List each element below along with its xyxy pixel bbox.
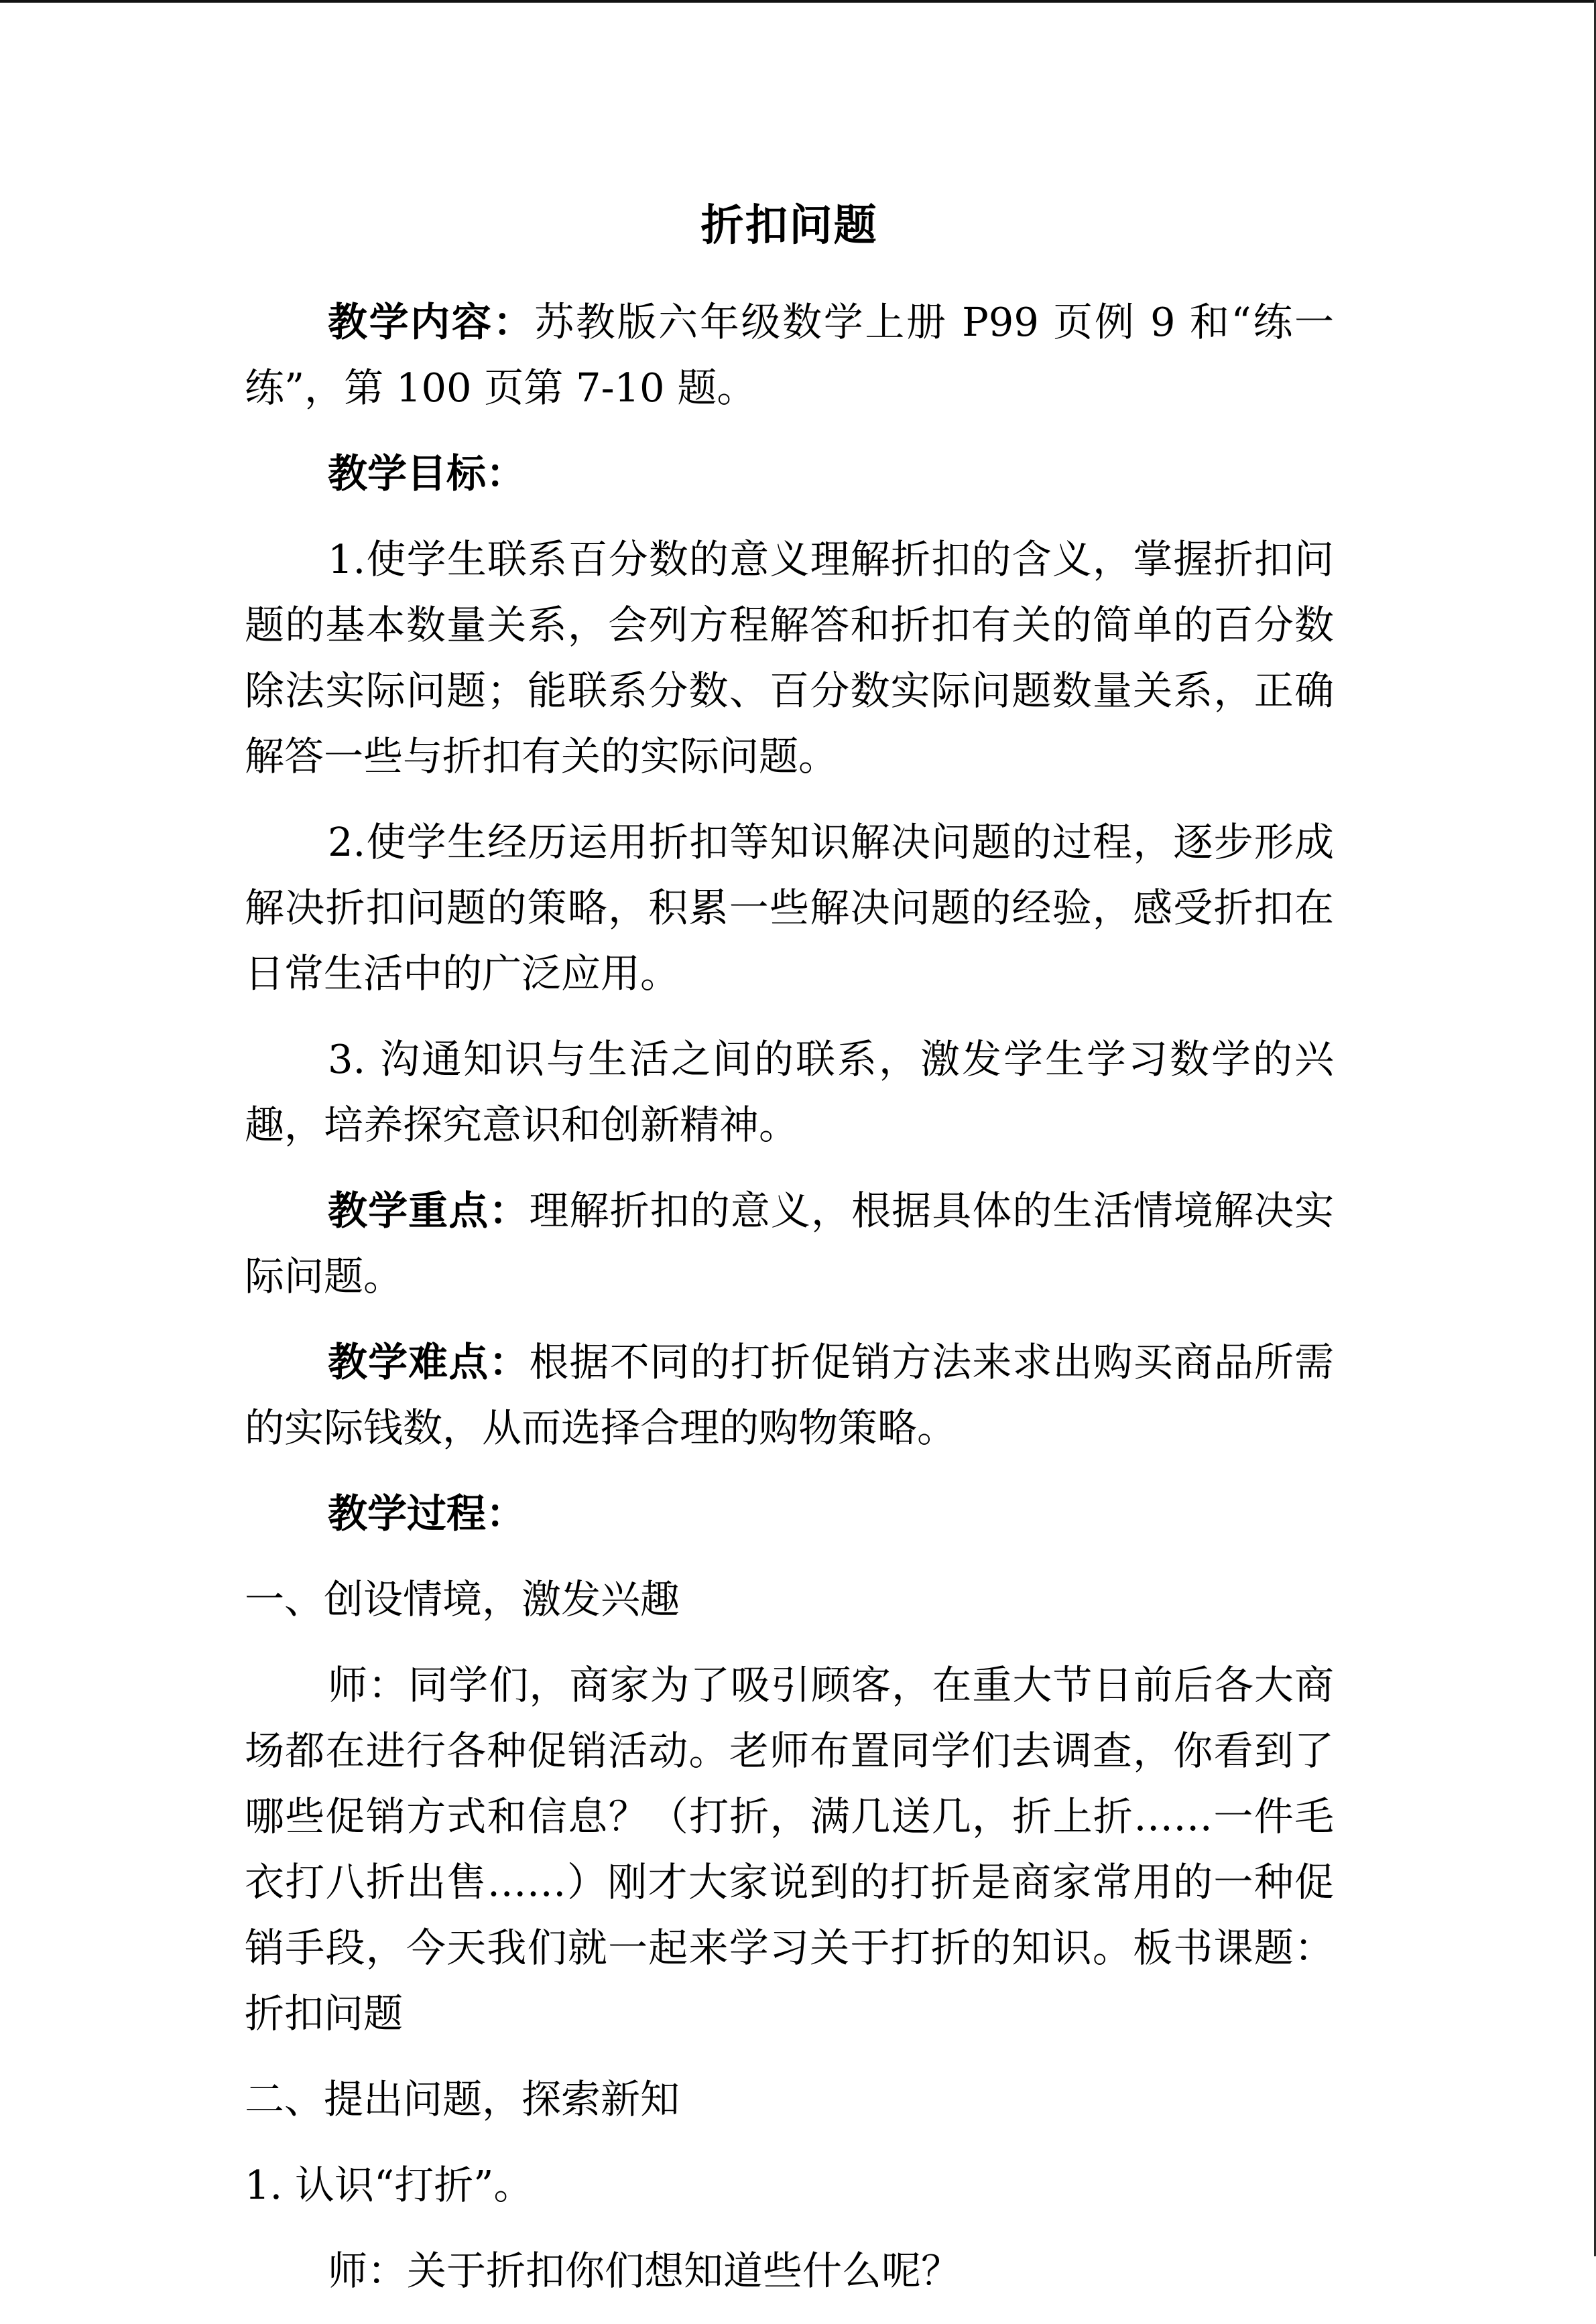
text-difficult-point: 根据不同的打折促销方法来求出购买商品所需的实际钱数，从而选择合理的购物策略。	[245, 1338, 1334, 1451]
paragraph-difficult-point	[245, 1330, 1334, 1461]
label-difficult-point: 教学难点：	[328, 1338, 530, 1385]
section-heading-one: 一、创设情境，激发兴趣	[245, 1575, 680, 1622]
page-title: 折扣问题	[700, 201, 878, 251]
paragraph-teacher-speech-1: 师：同学们，商家为了吸引顾客，在重大节日前后各大商场都在进行各种促销活动。老师布置同学们去调查，你看到了哪些促销方式和信息？（打折，满几送几，折上折……一件毛衣打八折出售……）刚才大家说到的打折是商家常用的一种促销手段，今天我们就一起来学习关于打折的知识。板书课题：折扣问题	[245, 1661, 1334, 2037]
paragraph-key-point	[245, 1178, 1334, 1309]
label-key-point: 教学重点：	[328, 1187, 530, 1234]
paragraph-objective-2: 2.使学生经历运用折扣等知识解决问题的过程，逐步形成解决折扣问题的策略，积累一些解决问题的经验，感受折扣在日常生活中的广泛应用。	[245, 818, 1334, 996]
paragraph-teacher-speech-2: 师：关于折扣你们想知道些什么呢？	[328, 2247, 961, 2294]
paragraph-teaching-content	[245, 289, 1334, 421]
text-key-point: 理解折扣的意义，根据具体的生活情境解决实际问题。	[245, 1187, 1334, 1299]
heading-teaching-objectives: 教学目标：	[328, 450, 526, 497]
list-item-recognize-discount: 1. 认识“打折”。	[245, 2161, 534, 2208]
label-teaching-content: 教学内容：	[328, 298, 535, 345]
document-body	[245, 201, 1334, 2324]
paragraph-objective-1: 1.使学生联系百分数的意义理解折扣的含义，掌握折扣问题的基本数量关系，会列方程解答和折扣有关的简单的百分数除法实际问题；能联系分数、百分数实际问题数量关系，正确解答一些与折扣有关的实际问题。	[245, 535, 1334, 779]
scan-artifact-top-edge	[0, 0, 1596, 3]
section-heading-two: 二、提出问题，探索新知	[245, 2075, 680, 2122]
text-teaching-content: 苏教版六年级数学上册 P99 页例 9 和“练一练”，第 100 页第 7-10 题。	[245, 298, 1334, 411]
heading-teaching-process: 教学过程：	[328, 1490, 526, 1537]
paragraph-objective-3: 3. 沟通知识与生活之间的联系，激发学生学习数学的兴趣，培养探究意识和创新精神。	[245, 1035, 1334, 1148]
